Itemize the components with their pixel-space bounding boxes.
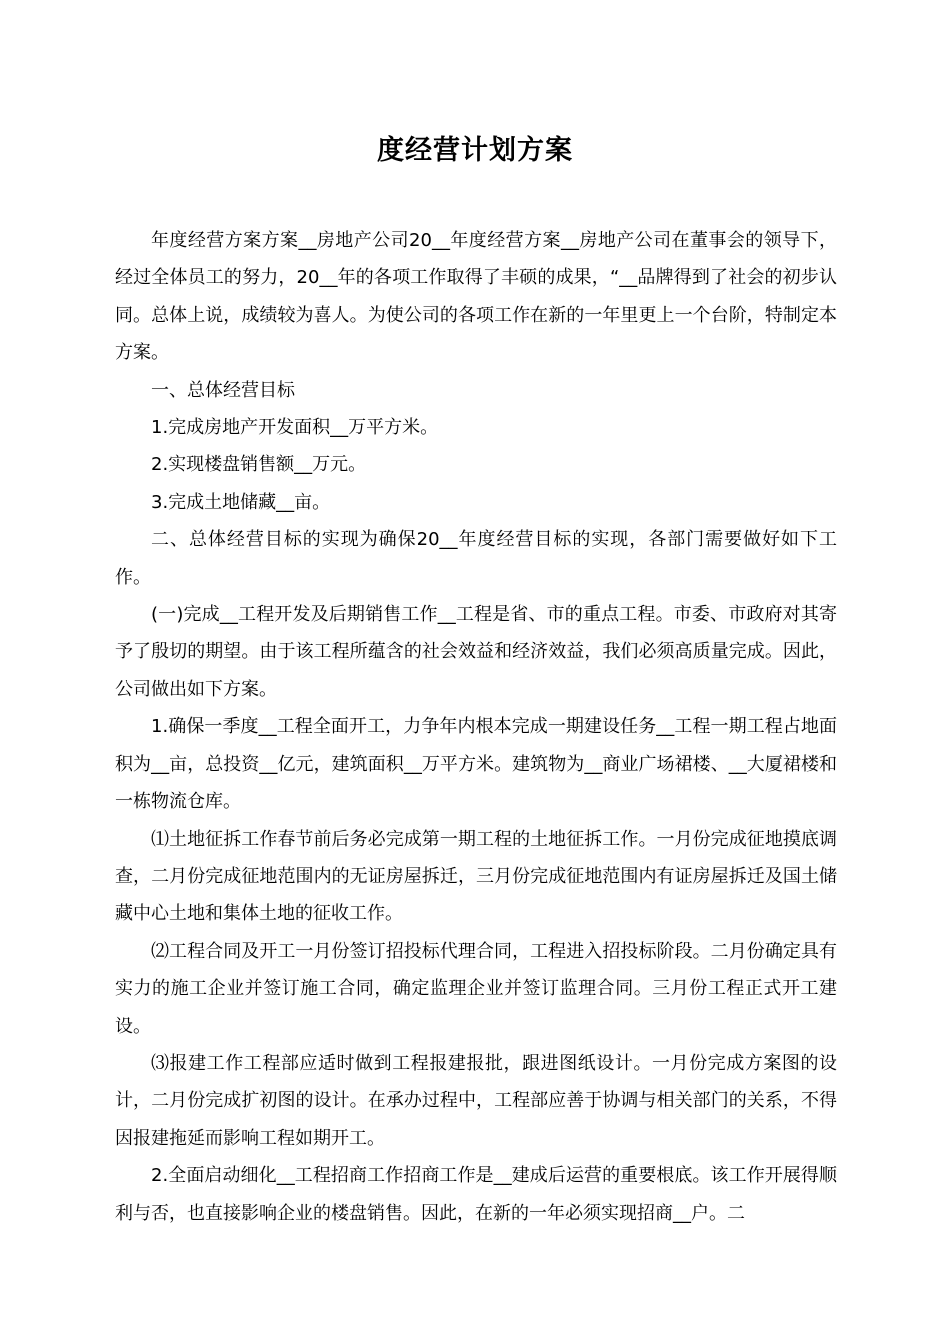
paragraph-contracts: ⑵工程合同及开工一月份签订招投标代理合同，工程进入招投标阶段。二月份确定具有实力的施工企业并签订施工合同，确定监理企业并签订监理合同。三月份工程正式开工建设。	[115, 940, 837, 1037]
heading-overall-goals: 一、总体经营目标	[151, 379, 295, 401]
paragraph-first-quarter: 1.确保一季度__工程全面开工，力争年内根本完成一期建设任务__工程一期工程占地面积为__亩，总投资__亿元，建筑面积__万平方米。建筑物为__商业广场裙楼、__大厦裙楼和一栋物流仓库。	[115, 716, 837, 813]
document-title: 度经营计划方案	[377, 135, 573, 166]
paragraph-intro: 年度经营方案方案__房地产公司20__年度经营方案__房地产公司在董事会的领导下，经过全体员工的努力，20__年的各项工作取得了丰硕的成果，“__品牌得到了社会的初步认同。总体上说，成绩较为喜人。为使公司的各项工作在新的一年里更上一个台阶，特制定本方案。	[115, 230, 837, 364]
paragraph-land-acquisition: ⑴土地征拆工作春节前后务必完成第一期工程的土地征拆工作。一月份完成征地摸底调查，二月份完成征地范围内的无证房屋拆迁，三月份完成征地范围内有证房屋拆迁及国土储藏中心土地和集体土地的征收工作。	[115, 828, 837, 925]
goal-item-3: 3.完成土地储藏__亩。	[151, 491, 331, 513]
paragraph-project-development: (一)完成__工程开发及后期销售工作__工程是省、市的重点工程。市委、市政府对其寄予了殷切的期望。由于该工程所蕴含的社会效益和经济效益，我们必须高质量完成。因此，公司做出如下方案。	[115, 604, 837, 700]
document-body	[115, 222, 837, 1232]
goal-item-2: 2.实现楼盘销售额__万元。	[151, 454, 367, 476]
goal-item-1: 1.完成房地产开发面积__万平方米。	[151, 417, 439, 439]
paragraph-permits: ⑶报建工作工程部应适时做到工程报建报批，跟进图纸设计。一月份完成方案图的设计，二月份完成扩初图的设计。在承办过程中，工程部应善于协调与相关部门的关系，不得因报建拖延而影响工程如期开工。	[115, 1052, 837, 1149]
paragraph-investment: 2.全面启动细化__工程招商工作招商工作是__建成后运营的重要根底。该工作开展得顺利与否，也直接影响企业的楼盘销售。因此，在新的一年必须实现招商__户。二	[115, 1165, 837, 1224]
heading-goal-implementation: 二、总体经营目标的实现为确保20__年度经营目标的实现，各部门需要做好如下工作。	[115, 529, 837, 588]
